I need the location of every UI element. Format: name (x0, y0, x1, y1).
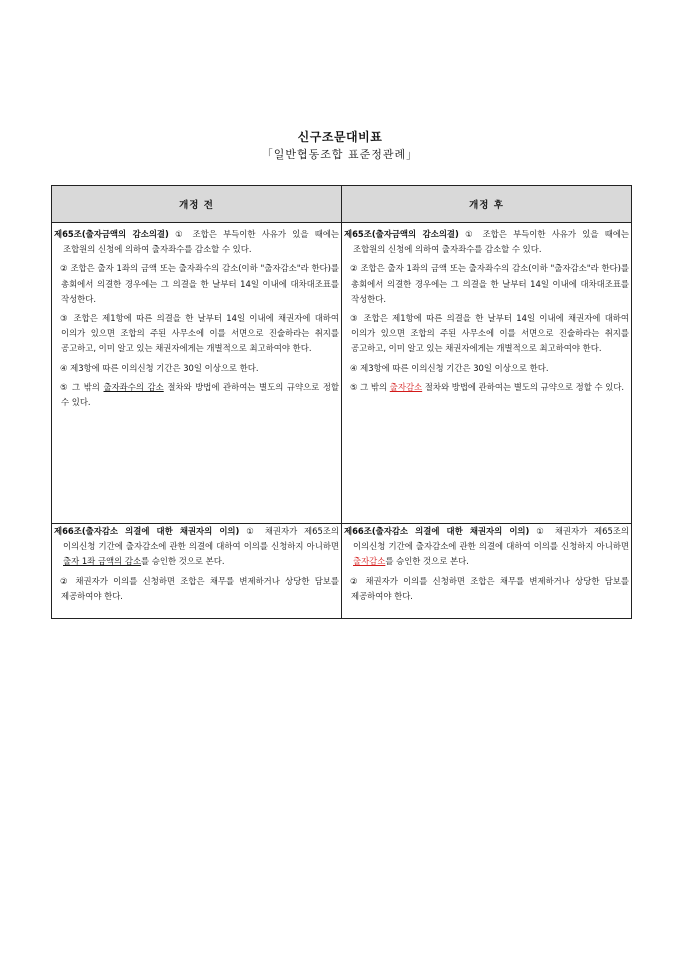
before-a65-changed-text: 출자좌수의 감소 (103, 381, 164, 392)
header-after: 개정 후 (342, 186, 632, 223)
after-a65-amended-text: 출자감소 (389, 381, 423, 392)
before-article-66 (52, 524, 342, 619)
after-a65-p2: ② 조합은 출자 1좌의 금액 또는 출자좌수의 감소(이하 "출자감소"라 한다)를 총회에서 의결한 경우에는 그 의결을 한 날부터 14일 이내에 대차대조표를 작성한다. (350, 263, 629, 304)
after-article-65 (342, 223, 632, 524)
before-a65-p3: ③ 조합은 제1항에 따른 의결을 한 날부터 14일 이내에 채권자에 대하여 이의가 있으면 조합의 주된 사무소에 이를 서면으로 진술하라는 취지를 공고하고, 이미 알고 있는 채권자에게는 개별적으로 최고하여야 한다. (60, 313, 339, 354)
document-subtitle: 「일반협동조합 표준정관례」 (261, 148, 419, 161)
document-title: 신구조문대비표 (297, 130, 383, 144)
after-a65-heading: 제65조(출자금액의 감소의결) (344, 229, 459, 239)
before-a65-p1: 제65조(출자금액의 감소의결) ① 조합은 부득이한 사유가 있을 때에는 조합원의 신청에 의하여 출자좌수를 감소할 수 있다. (54, 229, 339, 255)
before-a65-heading: 제65조(출자금액의 감소의결) (54, 229, 169, 239)
before-a66-heading: 제66조(출자감소 의결에 대한 채권자의 이의) (54, 526, 240, 536)
before-a66-p2: ② 채권자가 이의를 신청하면 조합은 채무를 변제하거나 상당한 담보를 제공하여야 한다. (60, 575, 339, 601)
after-a66-p2: ② 채권자가 이의를 신청하면 조합은 채무를 변제하거나 상당한 담보를 제공하여야 한다. (350, 575, 629, 601)
after-a65-p1: 제65조(출자금액의 감소의결) ① 조합은 부득이한 사유가 있을 때에는 조합원의 신청에 의하여 출자좌수를 감소할 수 있다. (344, 229, 629, 255)
after-a65-p3: ③ 조합은 제1항에 따른 의결을 한 날부터 14일 이내에 채권자에 대하여 이의가 있으면 조합의 주된 사무소에 이를 서면으로 진술하라는 취지를 공고하고, 이미 알고 있는 채권자에게는 개별적으로 최고하여야 한다. (350, 313, 629, 354)
after-a66-p1: 제66조(출자감소 의결에 대한 채권자의 이의) ① 채권자가 제65조의 이의신청 기간에 출자감소에 관한 의결에 대하여 이의를 신청하지 아니하면 출자감소를 승인한 것으로 본다. (344, 526, 629, 567)
after-a66-heading: 제66조(출자감소 의결에 대한 채권자의 이의) (344, 526, 530, 536)
article-65-row (52, 223, 632, 524)
before-a66-changed-text: 출자 1좌 금액의 감소 (63, 556, 142, 567)
before-a66-p1: 제66조(출자감소 의결에 대한 채권자의 이의) ① 채권자가 제65조의 이의신청 기간에 출자감소에 관한 의결에 대하여 이의를 신청하지 아니하면 출자 1좌 금액의 감소를 승인한 것으로 본다. (54, 526, 339, 567)
article-66-row (52, 524, 632, 619)
after-article-66 (342, 524, 632, 619)
before-a65-p5: ⑤ 그 밖의 출자좌수의 감소 절차와 방법에 관하여는 별도의 규약으로 정할 수 있다. (60, 381, 340, 408)
header-row (52, 186, 632, 223)
after-a65-p4: ④ 제3항에 따른 이의신청 기간은 30일 이상으로 한다. (350, 362, 549, 373)
after-a66-amended-text: 출자감소 (353, 556, 386, 567)
after-a65-p5: ⑤ 그 밖의 출자감소 절차와 방법에 관하여는 별도의 규약으로 정할 수 있다. (350, 381, 625, 392)
header-before: 개정 전 (52, 186, 342, 223)
before-article-65 (52, 223, 342, 524)
comparison-table (51, 185, 632, 619)
before-a65-p2: ② 조합은 출자 1좌의 금액 또는 출자좌수의 감소(이하 "출자감소"라 한다)를 총회에서 의결한 경우에는 그 의결을 한 날부터 14일 이내에 대차대조표를 작성한다. (60, 263, 339, 304)
before-a65-p4: ④ 제3항에 따른 이의신청 기간은 30일 이상으로 한다. (60, 362, 259, 373)
